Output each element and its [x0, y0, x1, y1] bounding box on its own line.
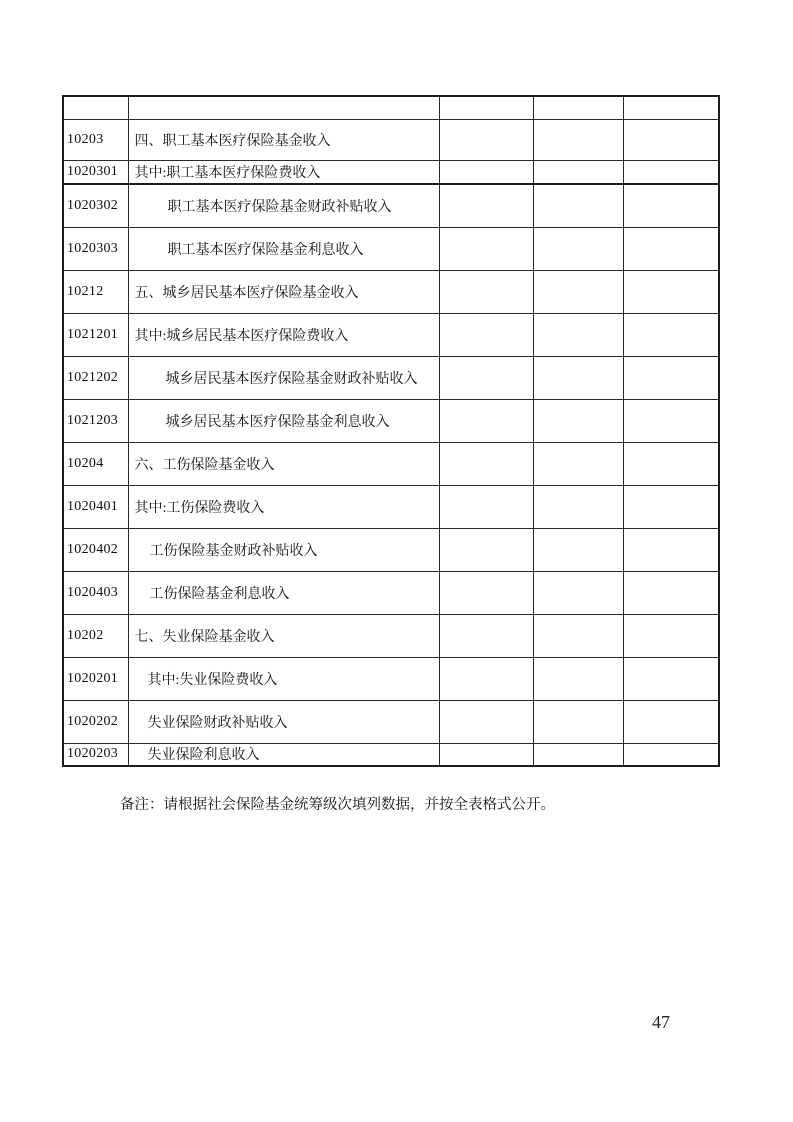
value-cell [439, 160, 533, 184]
item-cell: 其中:职工基本医疗保险费收入 [128, 160, 439, 184]
item-cell: 城乡居民基本医疗保险基金财政补贴收入 [128, 356, 439, 399]
value-cell [623, 743, 719, 766]
item-cell: 其中:失业保险费收入 [128, 657, 439, 700]
value-cell [439, 313, 533, 356]
table-row [63, 356, 719, 399]
code-cell: 1020401 [63, 485, 128, 528]
value-cell [439, 356, 533, 399]
value-cell [533, 700, 623, 743]
value-cell [623, 571, 719, 614]
value-cell [623, 227, 719, 270]
code-cell: 1020201 [63, 657, 128, 700]
value-cell [533, 227, 623, 270]
item-cell: 其中:城乡居民基本医疗保险费收入 [128, 313, 439, 356]
value-cell [623, 614, 719, 657]
value-cell [623, 270, 719, 313]
value-cell [533, 399, 623, 442]
value-cell [533, 571, 623, 614]
table-row [63, 160, 719, 184]
code-cell [63, 96, 128, 119]
value-cell [439, 485, 533, 528]
value-cell [623, 700, 719, 743]
value-cell [623, 442, 719, 485]
table-row [63, 485, 719, 528]
value-cell [533, 96, 623, 119]
page-number: 47 [652, 1012, 670, 1032]
value-cell [533, 270, 623, 313]
value-cell [533, 160, 623, 184]
value-cell [623, 485, 719, 528]
table-row [63, 119, 719, 160]
value-cell [533, 313, 623, 356]
code-cell: 1021203 [63, 399, 128, 442]
value-cell [623, 119, 719, 160]
item-cell: 六、工伤保险基金收入 [128, 442, 439, 485]
insurance-fund-table-body [63, 96, 719, 766]
code-cell: 1020302 [63, 184, 128, 227]
value-cell [533, 743, 623, 766]
value-cell [623, 160, 719, 184]
item-cell: 职工基本医疗保险基金财政补贴收入 [128, 184, 439, 227]
table-row [63, 614, 719, 657]
code-cell: 10203 [63, 119, 128, 160]
value-cell [533, 356, 623, 399]
item-cell: 五、城乡居民基本医疗保险基金收入 [128, 270, 439, 313]
value-cell [439, 571, 533, 614]
code-cell: 1020402 [63, 528, 128, 571]
value-cell [439, 614, 533, 657]
code-cell: 1020301 [63, 160, 128, 184]
value-cell [439, 743, 533, 766]
code-cell: 1020202 [63, 700, 128, 743]
value-cell [439, 96, 533, 119]
table-row [63, 442, 719, 485]
value-cell [533, 657, 623, 700]
value-cell [439, 119, 533, 160]
item-cell: 职工基本医疗保险基金利息收入 [128, 227, 439, 270]
value-cell [623, 96, 719, 119]
value-cell [623, 313, 719, 356]
value-cell [439, 700, 533, 743]
insurance-fund-table [62, 95, 720, 767]
value-cell [439, 399, 533, 442]
table-row [63, 96, 719, 119]
code-cell: 1020203 [63, 743, 128, 766]
value-cell [439, 270, 533, 313]
table-row [63, 743, 719, 766]
table-row [63, 313, 719, 356]
value-cell [439, 657, 533, 700]
value-cell [533, 442, 623, 485]
item-cell: 其中:工伤保险费收入 [128, 485, 439, 528]
table-row [63, 657, 719, 700]
item-cell [128, 96, 439, 119]
table-row [63, 227, 719, 270]
value-cell [623, 356, 719, 399]
value-cell [623, 657, 719, 700]
item-cell: 四、职工基本医疗保险基金收入 [128, 119, 439, 160]
code-cell: 1021202 [63, 356, 128, 399]
footnote: 备注：请根据社会保险基金统筹级次填列数据，并按全表格式公开。 [120, 797, 555, 813]
value-cell [623, 184, 719, 227]
value-cell [533, 614, 623, 657]
item-cell: 工伤保险基金财政补贴收入 [128, 528, 439, 571]
table-row [63, 399, 719, 442]
code-cell: 10204 [63, 442, 128, 485]
table-row [63, 700, 719, 743]
value-cell [533, 184, 623, 227]
value-cell [439, 528, 533, 571]
item-cell: 城乡居民基本医疗保险基金利息收入 [128, 399, 439, 442]
value-cell [439, 227, 533, 270]
item-cell: 失业保险财政补贴收入 [128, 700, 439, 743]
table-row [63, 528, 719, 571]
item-cell: 失业保险利息收入 [128, 743, 439, 766]
value-cell [623, 528, 719, 571]
code-cell: 10202 [63, 614, 128, 657]
code-cell: 1021201 [63, 313, 128, 356]
value-cell [623, 399, 719, 442]
value-cell [439, 184, 533, 227]
table-row [63, 270, 719, 313]
code-cell: 10212 [63, 270, 128, 313]
table-row [63, 184, 719, 227]
item-cell: 工伤保险基金利息收入 [128, 571, 439, 614]
code-cell: 1020303 [63, 227, 128, 270]
value-cell [533, 119, 623, 160]
value-cell [439, 442, 533, 485]
table-row [63, 571, 719, 614]
value-cell [533, 528, 623, 571]
value-cell [533, 485, 623, 528]
item-cell: 七、失业保险基金收入 [128, 614, 439, 657]
code-cell: 1020403 [63, 571, 128, 614]
